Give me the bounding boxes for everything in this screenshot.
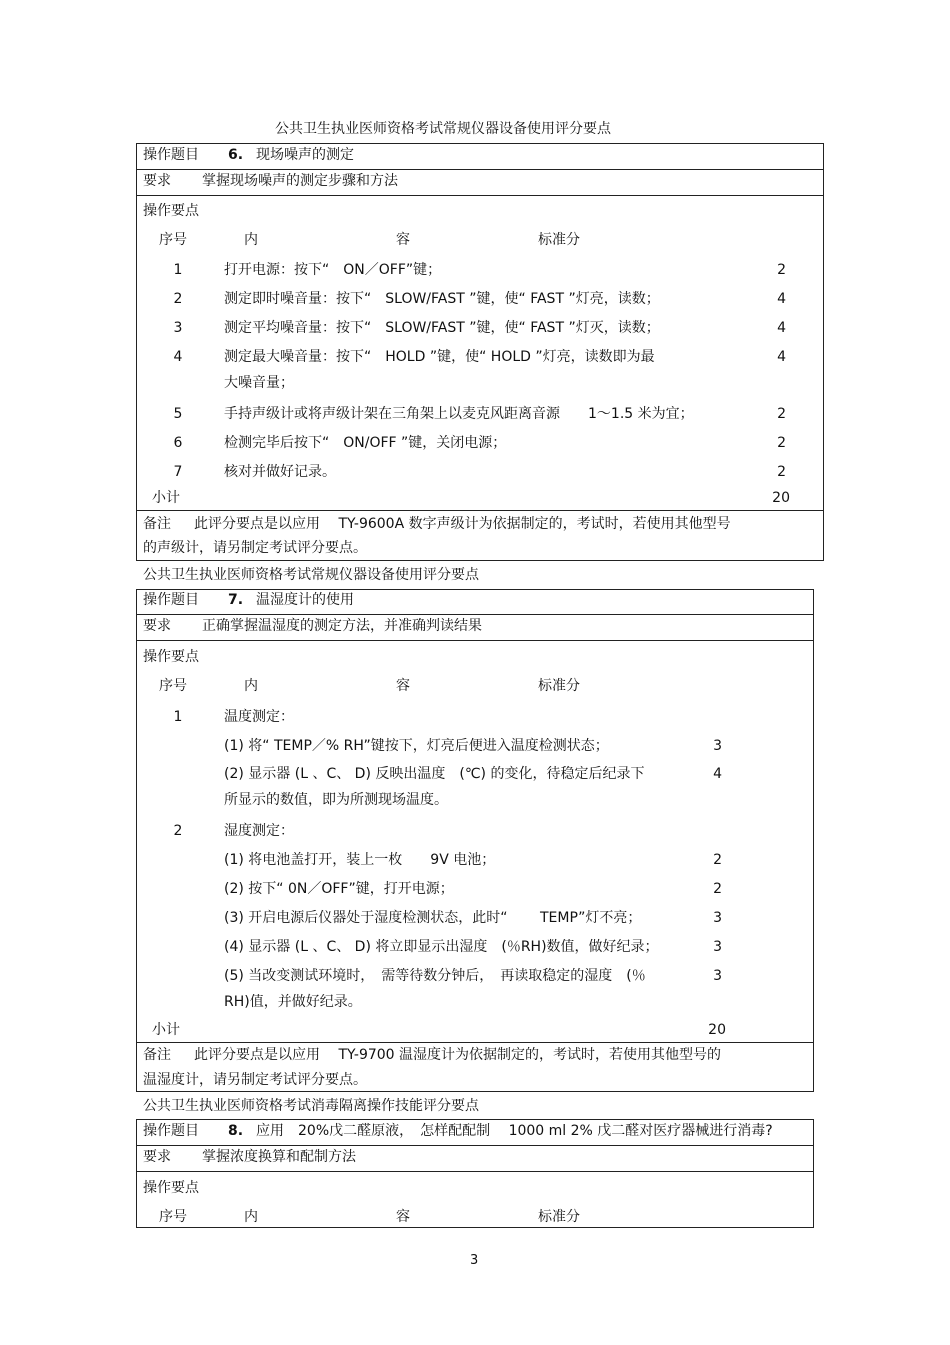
row-seq: 6 [173,435,183,451]
points-label: 操作要点 [143,203,199,219]
row-score: 2 [777,406,786,422]
item-score: 3 [713,968,722,984]
subtotal-label: 小计 [152,1022,180,1038]
requirement-text: 掌握浓度换算和配制方法 [202,1149,356,1165]
row-score: 4 [777,349,786,365]
item-text: (3) 开启电源后仪器处于湿度检测状态，此时“ TEMP”灯不亮； [224,910,642,926]
note-text: 此评分要点是以应用 TY-9700 温湿度计为依据制定的，考试时，若使用其他型号的 [194,1047,722,1063]
row-text: 手持声级计或将声级计架在三角架上以麦克风距离音源 1～1.5 米为宜； [224,406,694,422]
requirement-text: 掌握现场噪声的测定步骤和方法 [202,173,398,189]
row-score: 2 [777,464,786,480]
group-seq: 1 [173,709,183,725]
column-header-score: 标准分 [538,232,580,248]
item-text: (1) 将“ TEMP／% RH”键按下，灯亮后便进入温度检测状态； [224,738,609,754]
requirement-text: 正确掌握温湿度的测定方法，并准确判读结果 [202,618,482,634]
group-seq: 2 [173,823,183,839]
row-seq: 4 [173,349,183,365]
topic-label: 操作题目 [143,592,199,608]
table-section-7 [136,589,814,1092]
item-score: 3 [713,939,722,955]
row-text: 测定即时噪音量：按下“ SLOW/FAST ”键，使“ FAST ”灯亮，读数； [224,291,660,307]
note-text: 此评分要点是以应用 TY-9600A 数字声级计为依据制定的，考试时，若使用其他型号 [194,516,731,532]
column-header-score: 标准分 [538,678,580,694]
note-text-continued: 的声级计，请另制定考试评分要点。 [143,540,367,556]
row-seq: 2 [173,291,183,307]
row-seq: 1 [173,262,183,278]
item-score: 2 [713,852,722,868]
row-score: 2 [777,262,786,278]
topic-text: 现场噪声的测定 [256,147,354,163]
requirement-label: 要求 [143,1149,171,1165]
topic-label: 操作题目 [143,1123,199,1139]
row-text: 打开电源：按下“ ON／OFF”键； [224,262,442,278]
page-number: 3 [470,1253,479,1268]
subtotal-value: 20 [772,490,790,506]
row-score: 4 [777,320,786,336]
topic-label: 操作题目 [143,147,199,163]
row-text: 核对并做好记录。 [224,464,336,480]
group-title: 湿度测定： [224,823,294,839]
item-text: (2) 按下“ 0N／OFF”键，打开电源； [224,881,454,897]
section-heading: 公共卫生执业医师资格考试常规仪器设备使用评分要点 [143,567,479,583]
section-heading: 公共卫生执业医师资格考试消毒隔离操作技能评分要点 [143,1098,479,1114]
item-text: (5) 当改变测试环境时， 需等待数分钟后， 再读取稳定的湿度 (％ [224,968,646,984]
item-text: (1) 将电池盖打开，装上一枚 9V 电池； [224,852,496,868]
divider [136,1171,814,1172]
topic-number: 8. [228,1123,244,1139]
item-text: (2) 显示器 (L 、C、 D) 反映出温度 (℃) 的变化，待稳定后纪录下 [224,766,645,782]
note-label: 备注 [143,1047,171,1063]
row-seq: 5 [173,406,183,422]
item-text-continued: 所显示的数值，即为所测现场温度。 [224,792,448,808]
divider [136,510,824,511]
requirement-label: 要求 [143,618,171,634]
column-header-seq: 序号 [159,232,187,248]
item-text-continued: RH)值，并做好纪录。 [224,994,362,1010]
column-header-seq: 序号 [159,678,187,694]
row-text-continued: 大噪音量； [224,375,294,391]
row-text: 检测完毕后按下“ ON/OFF ”键，关闭电源； [224,435,507,451]
row-seq: 7 [173,464,183,480]
topic-text: 应用 20%戊二醛原液， 怎样配配制 1000 ml 2% 戊二醛对医疗器械进行消毒? [256,1123,773,1139]
item-score: 3 [713,910,722,926]
row-score: 4 [777,291,786,307]
divider [136,169,824,170]
divider [136,1145,814,1146]
column-header-seq: 序号 [159,1209,187,1225]
group-title: 温度测定： [224,709,294,725]
row-score: 2 [777,435,786,451]
requirement-label: 要求 [143,173,171,189]
note-text-continued: 温湿度计，请另制定考试评分要点。 [143,1072,367,1088]
topic-number: 7. [228,592,244,608]
divider [136,640,814,641]
row-text: 测定平均噪音量：按下“ SLOW/FAST ”键，使“ FAST ”灯灭，读数； [224,320,660,336]
row-text: 测定最大噪音量：按下“ HOLD ”键，使“ HOLD ”灯亮，读数即为最 [224,349,655,365]
column-header-content: 内 [244,232,258,248]
subtotal-label: 小计 [152,490,180,506]
column-header-content: 容 [396,678,410,694]
item-score: 3 [713,738,722,754]
subtotal-value: 20 [708,1022,726,1038]
item-score: 2 [713,881,722,897]
column-header-score: 标准分 [538,1209,580,1225]
divider [136,614,814,615]
topic-number: 6. [228,147,244,163]
divider [136,1042,814,1043]
column-header-content: 容 [396,1209,410,1225]
item-text: (4) 显示器 (L 、C、 D) 将立即显示出湿度 (％RH)数值，做好纪录； [224,939,659,955]
column-header-content: 内 [244,678,258,694]
points-label: 操作要点 [143,649,199,665]
row-seq: 3 [173,320,183,336]
item-score: 4 [713,766,722,782]
topic-text: 温湿度计的使用 [256,592,354,608]
column-header-content: 容 [396,232,410,248]
note-label: 备注 [143,516,171,532]
divider [136,195,824,196]
column-header-content: 内 [244,1209,258,1225]
points-label: 操作要点 [143,1180,199,1196]
section-heading: 公共卫生执业医师资格考试常规仪器设备使用评分要点 [275,121,611,137]
